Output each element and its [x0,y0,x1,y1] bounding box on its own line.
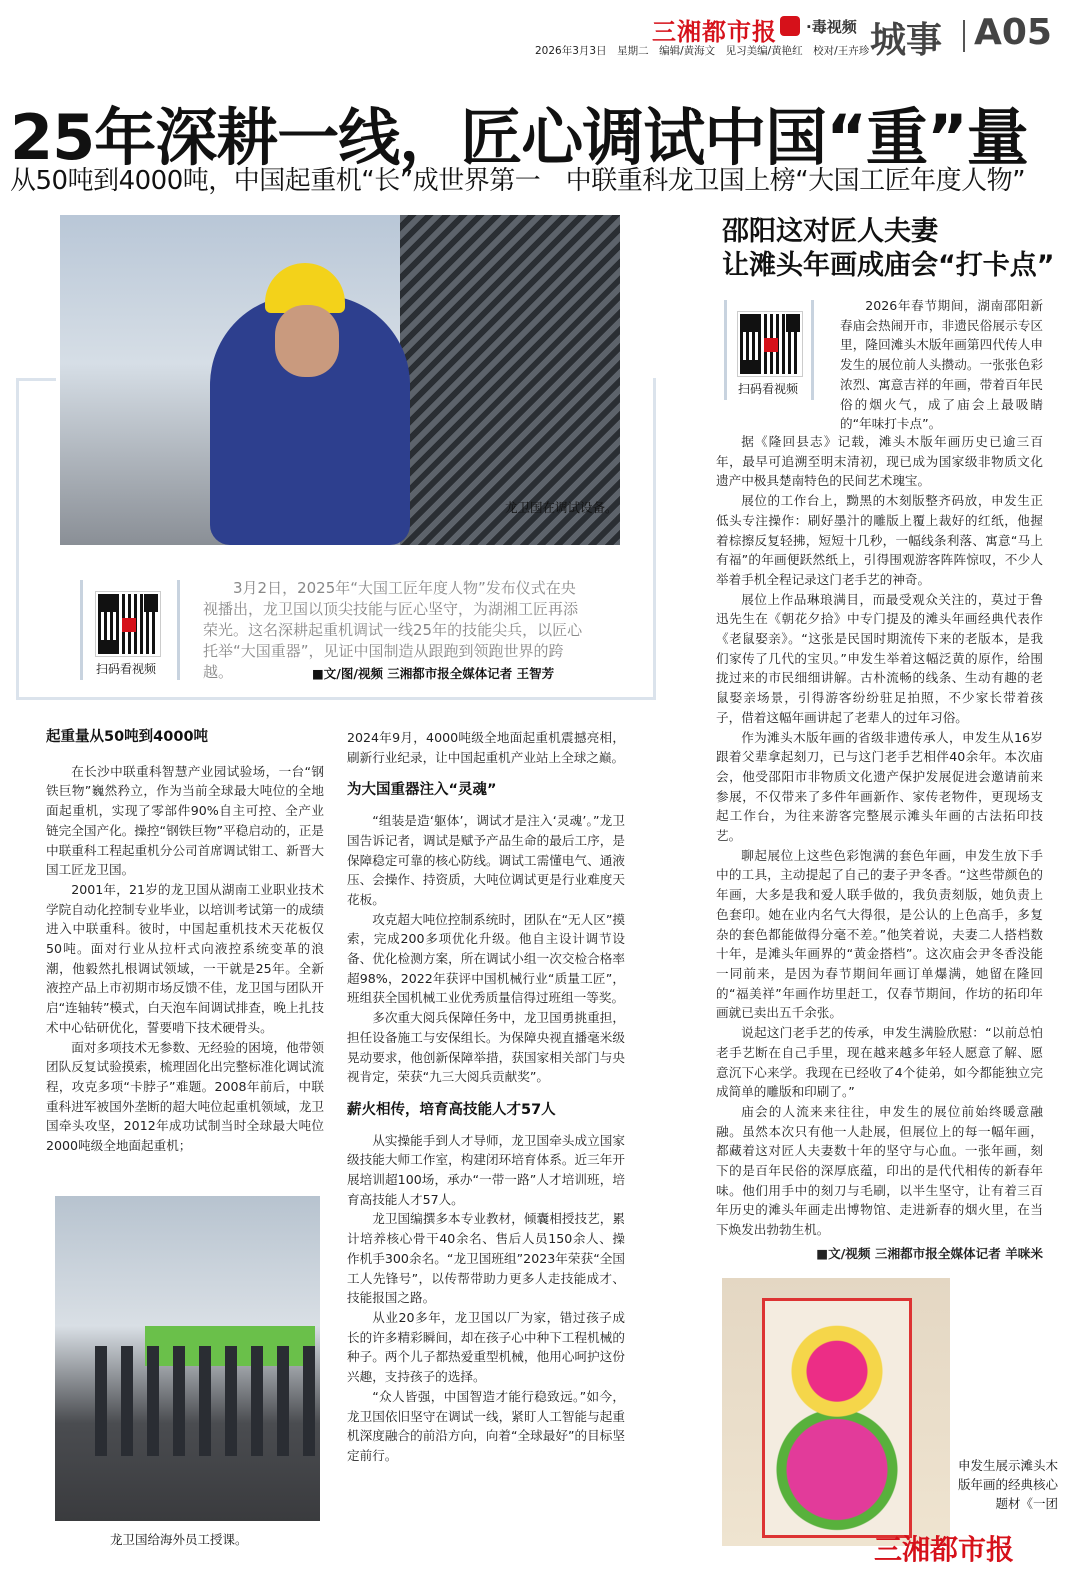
dateline: 2026年3月3日 星期二 编辑/黄海文 见习美编/黄艳红 校对/王卉珍 [535,45,870,57]
right-paragraph: 庙会的人流来来往往，申发生的展位前始终暖意融融。虽然本次只有他一人赴展，但展位上的每一幅年画，都藏着这对匠人夫妻数十年的坚守与心血。一张年画，刻下的是百年民俗的深厚底蕴，印出的是代代相传的新春年味。他们用手中的刻刀与毛刷，以半生坚守，让有着三百年历史的滩头年画走出博物馆、走进新春的烟火里，在当下焕发出勃勃生机。 [716,1103,1043,1238]
section-name: 城事 [870,20,943,61]
right-paragraph: 聊起展位上这些色彩饱满的套色年画，申发生放下手中的工具，主动提起了自己的妻子尹冬香。“这些带颜色的年画，大多是我和爱人联手做的，我负责刻版，她负责上色套印。她在业内名气大得很，是公认的上色高手，多复杂的套色都能做得分毫不差。”他笑着说，夫妻二人搭档数十年，是滩头年画界的“黄金搭档”。这次庙会尹冬香没能一同前来，是因为春节期间年画订单爆满，她留在隆回的“福美祥”年画作坊里赶工，仅春节期间，作坊的拓印年画就已卖出五千余张。 [716,847,1043,1021]
col2-paragraph: “众人皆强，中国智造才能行稳致远。”如今，龙卫国依旧坚守在调试一线，紧盯人工智能与起重机深度融合的前沿方向，向着“全球最好”的目标坚定前行。 [347,1388,625,1463]
right-paragraph: 据《隆回县志》记载，滩头木版年画历史已逾三百年，最早可追溯至明末清初，现已成为国家级非物质文化遗产中极具楚南特色的民间艺术瑰宝。 [716,434,1043,489]
right-lead-paragraph: 2026年春节期间，湖南邵阳新春庙会热闹开市，非遗民俗展示专区里，隆回滩头木版年画第四代传人申发生的展位前人头攒动。一张张色彩浓烈、寓意吉祥的年画，带着百年民俗的烟火气，成了庙会上最吸睛的“年味打卡点”。 [840,298,1043,432]
page-number: A05 [974,12,1052,53]
photo-worker-debugging [60,215,620,545]
article-column-1 [46,728,324,1156]
face-shape [275,305,339,377]
people-shape [95,1346,320,1456]
col2-subhead-2: 薪火相传，培育高技能人才57人 [347,1101,556,1118]
photo2-caption: 龙卫国给海外员工授课。 [110,1532,248,1547]
crane-machine-shape [400,215,620,545]
byline-left: ■文/图/视频 三湘都市报全媒体记者 王智芳 [312,666,555,681]
col2-paragraph: “组装是造‘躯体’，调试才是注入‘灵魂’。”龙卫国告诉记者，调试是赋予产品生命的最后工序，是保障稳定可靠的核心防线。调试工需懂电气、通液压、会操作、持资质，大吨位调试更是行业难度天花板。 [347,813,625,907]
qr-label: 扫码看视频 [96,662,157,676]
sub-headline: 从50吨到4000吨，中国起重机“长”成世界第一 中联重科龙卫国上榜“大国工匠年度人物” [10,166,1026,196]
masthead-divider [963,20,965,52]
main-headline: 25年深耕一线，匠心调试中国“重”量 [10,101,1028,174]
photo1-caption: 龙卫国在调试设备。 [505,500,618,515]
photo-new-year-print [722,1278,950,1546]
photo-training-class [55,1196,320,1521]
right-paragraph: 作为滩头木版年画的省级非遗传承人，申发生从16岁跟着父辈拿起刻刀，已与这门老手艺相伴40余年。本次庙会，他受邵阳市非物质文化遗产保护发展促进会邀请前来参展，不仅带来了多件年画新作、家传老物件，更现场支起工作台，为往来游客完整展示滩头年画的古法拓印技艺。 [716,729,1043,844]
col1-paragraph: 面对多项技术无参数、无经验的困境，他带领团队反复试验摸索，梳理固化出完整标准化调试流程，攻克多项“卡脖子”难题。2008年前后，中联重科进军被国外垄断的超大吨位起重机领域，龙卫国牵头攻坚，2012年成功试制当时全球最大吨位2000吨级全地面起重机； [46,1039,324,1154]
qr-code-icon[interactable] [96,592,160,656]
newspaper-brand: 三湘都市报 [652,18,777,46]
right-headline-line-1: 邵阳这对匠人夫妻 [722,216,938,247]
col2-paragraph: 多次重大阅兵保障任务中，龙卫国勇挑重担，担任设备施工与安保组长。为保障央视直播毫米级晃动要求，他创新保障举措，获国家相关部门与央视肯定，荣获“九三大阅兵贡献奖”。 [347,1010,625,1085]
photo3-caption: 申发生展示滩头木版年画的经典核心题材《一团 [958,1458,1059,1511]
right-paragraph: 展位上作品琳琅满目，而最受观众关注的，莫过于鲁迅先生在《朝花夕拾》中专门提及的滩头年画经典代表作《老鼠娶亲》。“这张是民国时期流传下来的老版本，是我们家传了几代的宝贝。”申发生举着这幅泛黄的原作，给围拢过来的市民细细讲解。古朴流畅的线条、生动有趣的老鼠娶亲场景，引得游客纷纷驻足拍照，不少家长带着孩子，借着这幅年画讲起了老辈人的过年习俗。 [716,591,1043,725]
video-brand: ·毒视频 [806,18,857,36]
right-paragraph: 说起这门老手艺的传承，申发生满脸欣慰：“以前总怕老手艺断在自己手里，现在越来越多年轻人愿意了解、愿意沉下心来学。我现在已经收了4个徒弟，如今都能独立完成简单的雕版和印刷了。” [716,1025,1043,1100]
right-headline-line-2: 让滩头年画成庙会“打卡点” [722,250,1055,281]
col2-paragraph: 从业20多年，龙卫国以厂为家，错过孩子成长的许多精彩瞬间，却在孩子心中种下工程机械的种子。两个儿子都热爱重型机械，他用心呵护这份兴趣，支持孩子的选择。 [347,1309,625,1385]
article-column-right [716,432,1043,1264]
article-column-2 [347,728,625,1466]
watermark-brand: 三湘都市报 [874,1533,1015,1566]
col1-paragraph: 2001年，21岁的龙卫国从湖南工业职业技术学院自动化控制专业毕业，以培训考试第一的成绩进入中联重科。彼时，中国起重机技术天花板仅50吨。面对行业从拉杆式向液控系统变革的浪潮，他毅然扎根调试领域，一干就是25年。全新液控产品上市初期市场反馈不佳，龙卫国与团队开启“连轴转”模式，白天泡车间调试排查，晚上扎技术中心钻研优化，誓要啃下技术硬骨头。 [46,881,324,1035]
woodblock-print-shape [762,1298,912,1538]
qr-label: 扫码看视频 [738,382,799,396]
video-logo-icon [780,16,800,36]
col2-paragraph: 龙卫国编撰多本专业教材，倾囊相授技艺，累计培养核心骨干40余名、售后人员150余人、操作机手300余名。“龙卫国班组”2023年荣获“全国工人先锋号”，以传帮带助力更多人走技能成才、技能报国之路。 [347,1211,625,1306]
right-paragraph: 展位的工作台上，黝黑的木刻版整齐码放，申发生正低头专注操作：刷好墨汁的雕版上覆上裁好的红纸，他握着棕擦反复轻拂，短短十几秒，一幅线条利落、寓意“马上有福”的年画便跃然纸上，引得围观游客阵阵惊叹，不少人举着手机全程记录这门老手艺的神奇。 [716,493,1043,587]
right-headline [722,215,1055,283]
right-lead [840,296,1043,434]
col2-paragraph: 从实操能手到人才导师，龙卫国牵头成立国家级技能大师工作室，构建闭环培育体系。近三年开展培训超100场，承办“一带一路”人才培训班，培育高技能人才57人。 [347,1132,625,1207]
col2-lead: 2024年9月，4000吨级全地面起重机震撼亮相，刷新行业纪录，让中国起重机产业站上全球之巅。 [347,730,625,765]
col2-subhead-1: 为大国重器注入“灵魂” [347,782,497,799]
qr-code-icon[interactable] [738,312,802,376]
col2-paragraph: 攻克超大吨位控制系统时，团队在“无人区”摸索，完成200多项优化升级。他自主设计调节设备、优化检测方案，所在调试小组一次交检合格率超98%，2022年获评中国机械行业“质量工匠”，班组获全国机械工业优秀质量信得过班组一等奖。 [347,911,625,1006]
col1-subhead: 起重量从50吨到4000吨 [46,729,209,745]
byline-right: ■文/视频 三湘都市报全媒体记者 羊咪米 [816,1245,1043,1261]
col1-paragraph: 在长沙中联重科智慧产业园试验场，一台“钢铁巨物”巍然矜立，作为当前全球最大吨位的全地面起重机，实现了零部件90%自主可控、全产业链完全国产化。操控“钢铁巨物”平稳启动的，正是中联重科工程起重机分公司首席调试钳工、新晋大国工匠龙卫国。 [46,763,324,878]
intro-text: 3月2日，2025年“大国工匠年度人物”发布仪式在央视播出，龙卫国以顶尖技能与匠心坚守，为湖湘工匠再添荣光。这名深耕起重机调试一线25年的技能尖兵，以匠心托举“大国重器”，见证中国制造从跟跑到领跑世界的跨越。 [203,579,583,681]
